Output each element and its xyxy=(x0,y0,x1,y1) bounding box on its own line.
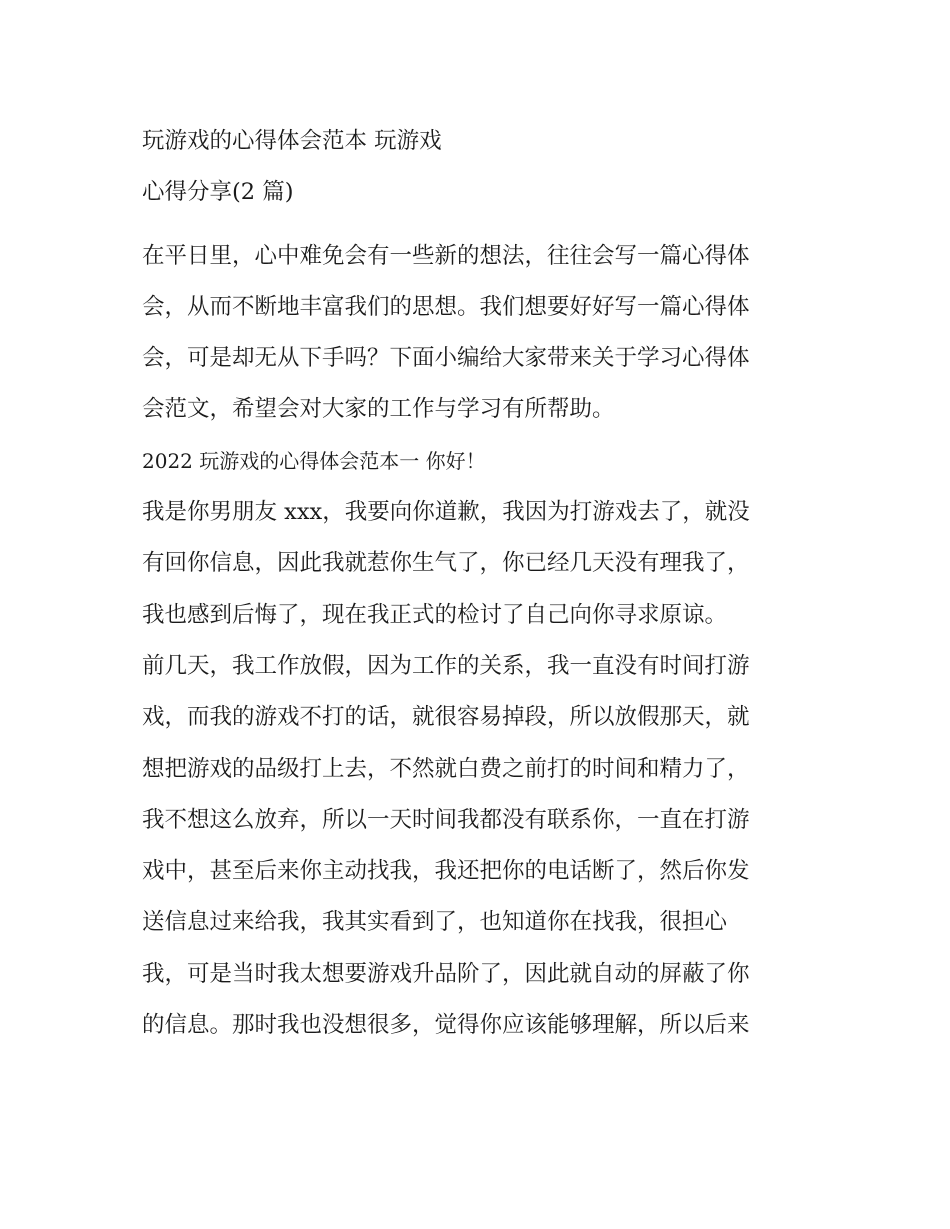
document-page xyxy=(142,116,814,1051)
intro-line: 会范文，希望会对大家的工作与学习有所帮助。 xyxy=(142,396,615,423)
body-line: 送信息过来给我，我其实看到了，也知道你在找我，很担心 xyxy=(142,909,728,936)
section-heading: 2022 玩游戏的心得体会范本一 你好！ xyxy=(142,448,486,473)
section-heading-block xyxy=(142,436,814,487)
body-line: 的信息。那时我也没想很多，觉得你应该能够理解，所以后来 xyxy=(142,1012,750,1039)
body-line: 我也感到后悔了，现在我正式的检讨了自己向你寻求原谅。 xyxy=(142,601,728,628)
document-title xyxy=(142,116,814,219)
body-paragraph-1 xyxy=(142,487,814,641)
title-line-1: 玩游戏的心得体会范本 玩游戏 xyxy=(142,128,442,154)
body-line: 有回你信息，因此我就惹你生气了，你已经几天没有理我了， xyxy=(142,550,750,577)
intro-line: 会，可是却无从下手吗？下面小编给大家带来关于学习心得体 xyxy=(142,345,750,372)
intro-line: 会，从而不断地丰富我们的思想。我们想要好好写一篇心得体 xyxy=(142,293,750,320)
body-line: 戏中，甚至后来你主动找我，我还把你的电话断了，然后你发 xyxy=(142,858,750,885)
body-line: 想把游戏的品级打上去，不然就白费之前打的时间和精力了， xyxy=(142,755,750,782)
body-line: 前几天，我工作放假，因为工作的关系，我一直没有时间打游 xyxy=(142,652,750,679)
intro-paragraph xyxy=(142,231,814,436)
body-line: 我不想这么放弃，所以一天时间我都没有联系你，一直在打游 xyxy=(142,806,750,833)
body-line: 我是你男朋友 xxx，我要向你道歉，我因为打游戏去了，就没 xyxy=(142,499,750,526)
intro-line: 在平日里，心中难免会有一些新的想法，往往会写一篇心得体 xyxy=(142,242,750,269)
title-line-2: 心得分享(2 篇) xyxy=(142,179,294,206)
body-line: 我，可是当时我太想要游戏升品阶了，因此就自动的屏蔽了你 xyxy=(142,960,750,987)
body-paragraph-2 xyxy=(142,641,814,1051)
body-line: 戏，而我的游戏不打的话，就很容易掉段，所以放假那天，就 xyxy=(142,704,750,731)
